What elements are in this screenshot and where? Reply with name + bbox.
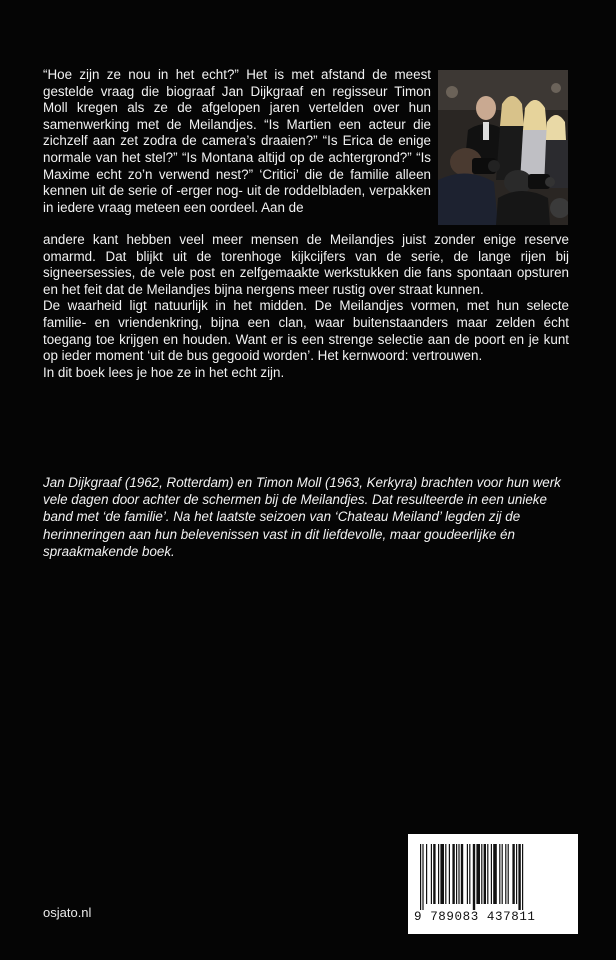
barcode-bar bbox=[522, 844, 523, 910]
isbn-barcode bbox=[408, 834, 578, 934]
main-paragraph-2: De waarheid ligt natuurlijk in het midden. De Meilandjes vormen, met hun selecte familie- en vriendenkring, bijna een clan, waar buitenstaanders maar zelden écht toegang toe krijgen en houden. Want er is een strenge selectie aan de poort en je kunt op ieder moment ‘uit de bus gegooid worden’. Het kernwoord: vertrouwen. bbox=[43, 298, 569, 364]
barcode-bar bbox=[426, 844, 427, 904]
barcode-bar bbox=[473, 844, 475, 910]
barcode-bar bbox=[518, 844, 520, 910]
barcode-bar bbox=[449, 844, 450, 904]
barcode-bar bbox=[491, 844, 492, 904]
barcode-bar bbox=[452, 844, 454, 904]
barcode-bar bbox=[508, 844, 509, 904]
barcode-bar bbox=[420, 844, 421, 910]
barcode-bar bbox=[476, 844, 480, 904]
barcode-bar bbox=[445, 844, 446, 904]
barcode-bar bbox=[433, 844, 435, 904]
barcode-bar bbox=[505, 844, 506, 904]
publisher-website: osjato.nl bbox=[43, 905, 92, 920]
isbn-number: 9 789083 437811 bbox=[414, 910, 536, 924]
main-text bbox=[43, 232, 569, 381]
barcode-bar bbox=[458, 844, 459, 904]
cover-photo-press-crowd bbox=[438, 70, 568, 225]
barcode-bar bbox=[431, 844, 432, 904]
intro-paragraph: “Hoe zijn ze nou in het echt?” Het is met afstand de meest gestelde vraag die biograaf Jan Dijkgraaf en regisseur Timon Moll kregen als ze de afgelopen jaren vertelden over hun samenwerking met de Meilandjes. “Is Martien een acteur die zichzelf aan zet zodra de camera’s draaien?” “Is Erica de enige normale van het stel?” “Is Montana altijd op de achtergrond?” “Is Maxime echt zo’n verwend nest?” ‘Critici’ die de familie alleen kennen uit de serie of -erger nog- uit de roddelbladen, verpakken in iedere vraag meteen een oordeel. Aan de bbox=[43, 67, 431, 215]
barcode-bar bbox=[516, 844, 517, 904]
barcode-bar bbox=[484, 844, 486, 904]
author-bio: Jan Dijkgraaf (1962, Rotterdam) en Timon Moll (1963, Kerkyra) brachten voor hun werk vele dagen door achter de schermen bij de Meilandjes. Dat resulteerde in een unieke band met ‘de familie’. Na het laatste seizoen van ‘Chateau Meiland’ legden zij de herinneringen aan hun belevenissen vast in dit liefdevolle, maar goudeerlijke én spraakmakende boek. bbox=[43, 475, 561, 559]
barcode-bar bbox=[502, 844, 503, 904]
main-paragraph-1: andere kant hebben veel meer mensen de Meilandjes juist zonder enige reserve omarmd. Dat blijkt uit de torenhoge kijkcijfers van de serie, de lange rijen bij signeersessies, de vele post en zelfgemaakte werkstukken die fans spontaan opsturen en het feit dat de Meilandjes bijna nergens meer rustig over straat kunnen. bbox=[43, 232, 569, 297]
barcode-bar bbox=[438, 844, 439, 904]
barcode-bar bbox=[481, 844, 482, 904]
barcode-bar bbox=[456, 844, 457, 904]
barcode-bars bbox=[420, 844, 566, 910]
barcode-bar bbox=[467, 844, 468, 904]
barcode-bar bbox=[487, 844, 488, 904]
barcode-bar bbox=[461, 844, 463, 904]
main-paragraph-3: In dit boek lees je hoe ze in het echt zijn. bbox=[43, 364, 285, 380]
barcode-bar bbox=[493, 844, 497, 904]
barcode-bar bbox=[512, 844, 514, 904]
barcode-bar bbox=[422, 844, 423, 910]
photo-illustration bbox=[438, 70, 568, 225]
barcode-bar bbox=[499, 844, 500, 904]
barcode-bar bbox=[469, 844, 470, 904]
barcode-bar bbox=[440, 844, 444, 904]
